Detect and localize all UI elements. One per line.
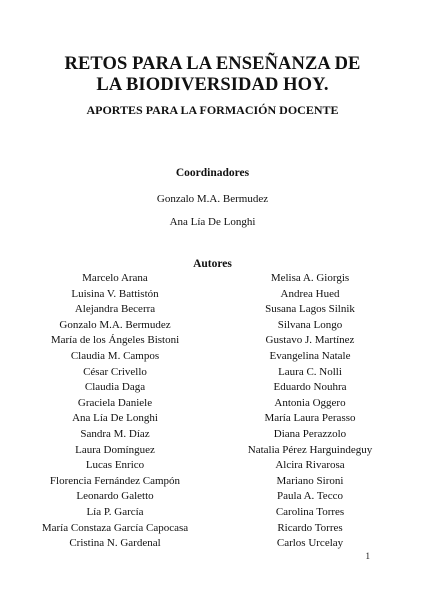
page-number: 1 xyxy=(365,551,370,561)
author-name: María Constaza García Capocasa xyxy=(41,521,189,534)
author-name: María Laura Perasso xyxy=(264,412,356,425)
coordinators-heading: Coordinadores xyxy=(175,167,250,179)
title-line-2: LA BIODIVERSIDAD HOY. xyxy=(96,75,329,95)
authors-column-right xyxy=(225,271,395,552)
author-name: Andrea Hued xyxy=(280,287,340,300)
authors-column-left xyxy=(30,271,200,552)
author-name: Susana Lagos Silnik xyxy=(265,303,355,316)
author-name: Paula A. Tecco xyxy=(277,490,343,503)
author-name: Natalia Pérez Harguindeguy xyxy=(247,443,373,456)
author-name: Laura C. Nolli xyxy=(278,365,342,378)
author-name: Evangelina Natale xyxy=(269,349,351,362)
title-line-1: RETOS PARA LA ENSEÑANZA DE xyxy=(64,54,361,74)
author-name: Lucas Enrico xyxy=(85,459,145,472)
author-name: Eduardo Nouhra xyxy=(273,381,347,394)
author-name: Cristina N. Gardenal xyxy=(69,537,161,550)
author-name: Claudia M. Campos xyxy=(70,349,160,362)
author-name: Ana Lía De Longhi xyxy=(72,412,158,425)
author-name: Diana Perazzolo xyxy=(273,427,347,440)
author-name: Marcelo Arana xyxy=(82,272,148,284)
coordinator-name: Ana Lía De Longhi xyxy=(169,216,256,228)
author-name: Mariano Sironi xyxy=(276,474,344,487)
author-name: Alcira Rivarosa xyxy=(275,459,345,472)
author-name: Carolina Torres xyxy=(275,505,345,518)
author-name: Ricardo Torres xyxy=(277,521,343,534)
author-name: Alejandra Becerra xyxy=(74,303,156,316)
author-name: Leonardo Galetto xyxy=(76,490,154,503)
author-name: Carlos Urcelay xyxy=(276,537,344,550)
author-name: Graciela Daniele xyxy=(77,396,153,409)
author-name: Silvana Longo xyxy=(277,318,343,331)
author-name: Sandra M. Díaz xyxy=(80,427,150,440)
author-name: Luisina V. Battistón xyxy=(71,287,159,300)
author-name: Antonia Oggero xyxy=(274,396,346,409)
author-name: Gonzalo M.A. Bermudez xyxy=(59,318,171,331)
author-name: Claudia Daga xyxy=(84,381,146,394)
author-name: Gustavo J. Martínez xyxy=(265,334,355,347)
coordinator-name: Gonzalo M.A. Bermudez xyxy=(156,193,269,205)
author-name: Florencia Fernández Campón xyxy=(49,474,181,487)
author-name: Lía P. García xyxy=(86,505,144,518)
author-name: César Crivello xyxy=(83,365,147,378)
authors-heading: Autores xyxy=(193,258,232,270)
author-name: Laura Domínguez xyxy=(75,443,155,456)
author-name: Melisa A. Giorgis xyxy=(270,272,350,284)
author-name: María de los Ángeles Bistoni xyxy=(50,334,180,347)
subtitle: APORTES PARA LA FORMACIÓN DOCENTE xyxy=(86,103,339,117)
